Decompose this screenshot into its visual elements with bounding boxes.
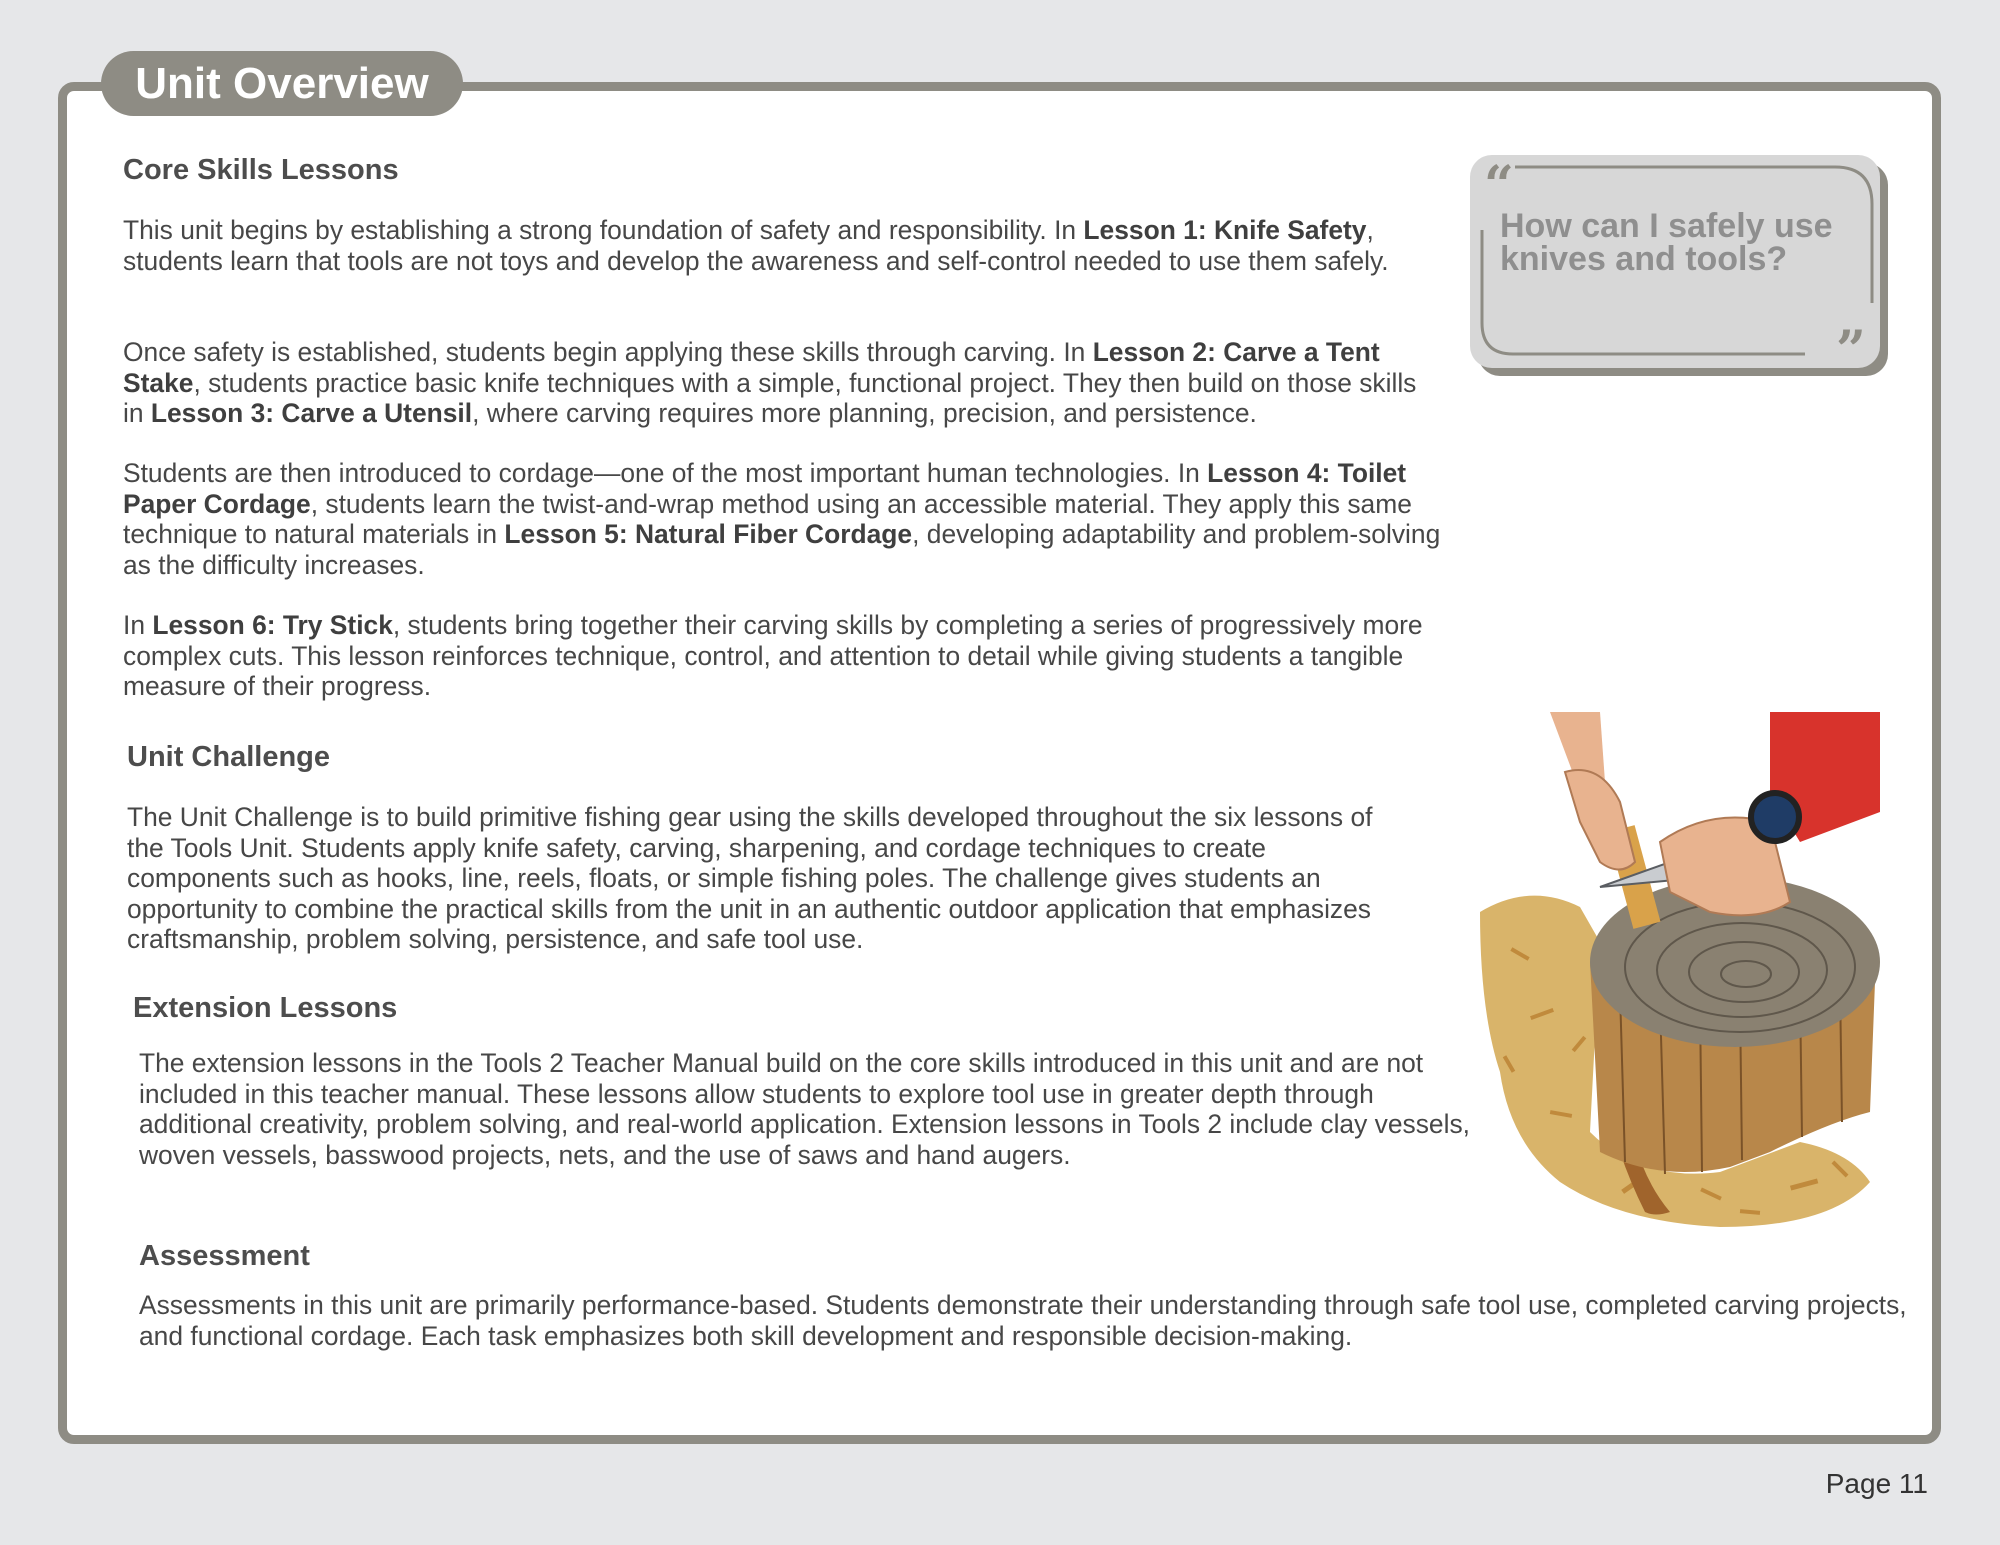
essential-question: How can I safely use knives and tools? bbox=[1500, 207, 1833, 278]
unit-challenge-body: The Unit Challenge is to build primitive fishing gear using the skills developed throughout the six lessons of the Tools Unit. Students apply knife safety, carving, sharpening, and cordage techniques to create components such as hooks, line, reels, floats, or simple fishing poles. The challenge gives students an opportunity to combine the practical skills from the unit in an authentic outdoor application that emphasizes craftsmanship, problem solving, persistence, and safe tool use. bbox=[127, 802, 1373, 954]
core-paragraph-2: Once safety is established, students begin applying these skills through carving. In Lesson 2: Carve a Tent Stake, students practice basic knife techniques with a simple, functional project. They then build on those skills in Lesson 3: Carve a Utensil, where carving requires more planning, precision, and persistence. bbox=[123, 337, 1417, 428]
assessment-body: Assessments in this unit are primarily performance-based. Students demonstrate their understanding through safe tool use, completed carving projects, and functional cordage. Each task emphasizes both skill development and responsible decision-making. bbox=[139, 1290, 1907, 1351]
core-paragraph-1: This unit begins by establishing a strong foundation of safety and responsibility. In Lesson 1: Knife Safety, students learn that tools are not toys and develop the awareness and self-control needed to use them safely. bbox=[123, 215, 1389, 276]
carving-illustration bbox=[1470, 712, 1880, 1232]
open-quote-icon: “ bbox=[1484, 155, 1514, 216]
close-quote-icon: ” bbox=[1836, 320, 1866, 381]
page-number: Page 11 bbox=[1825, 1468, 1928, 1499]
core-paragraph-3: Students are then introduced to cordage—one of the most important human technologies. In Lesson 4: Toilet Paper Cordage, students learn the twist-and-wrap method using an accessible material. They apply this same technique to natural materials in Lesson 5: Natural Fiber Cordage, developing adaptability and problem-solving as the difficulty increases. bbox=[123, 458, 1441, 580]
unit-challenge-heading: Unit Challenge bbox=[127, 741, 331, 773]
extension-lessons-heading: Extension Lessons bbox=[133, 992, 398, 1024]
core-skills-heading: Core Skills Lessons bbox=[123, 154, 399, 186]
assessment-heading: Assessment bbox=[139, 1240, 310, 1272]
core-paragraph-4: In Lesson 6: Try Stick, students bring together their carving skills by completing a series of progressively more complex cuts. This lesson reinforces technique, control, and attention to detail while giving students a tangible measure of their progress. bbox=[123, 610, 1423, 701]
extension-lessons-body: The extension lessons in the Tools 2 Teacher Manual build on the core skills introduced in this unit and are not included in this teacher manual. These lessons allow students to explore tool use in greater depth through additional creativity, problem solving, and real-world application. Extension lessons in Tools 2 include clay vessels, woven vessels, basswood projects, nets, and the use of saws and hand augers. bbox=[139, 1048, 1470, 1170]
page-title: Unit Overview bbox=[101, 51, 463, 116]
wristwatch bbox=[1751, 793, 1799, 841]
left-hand bbox=[1565, 770, 1635, 870]
